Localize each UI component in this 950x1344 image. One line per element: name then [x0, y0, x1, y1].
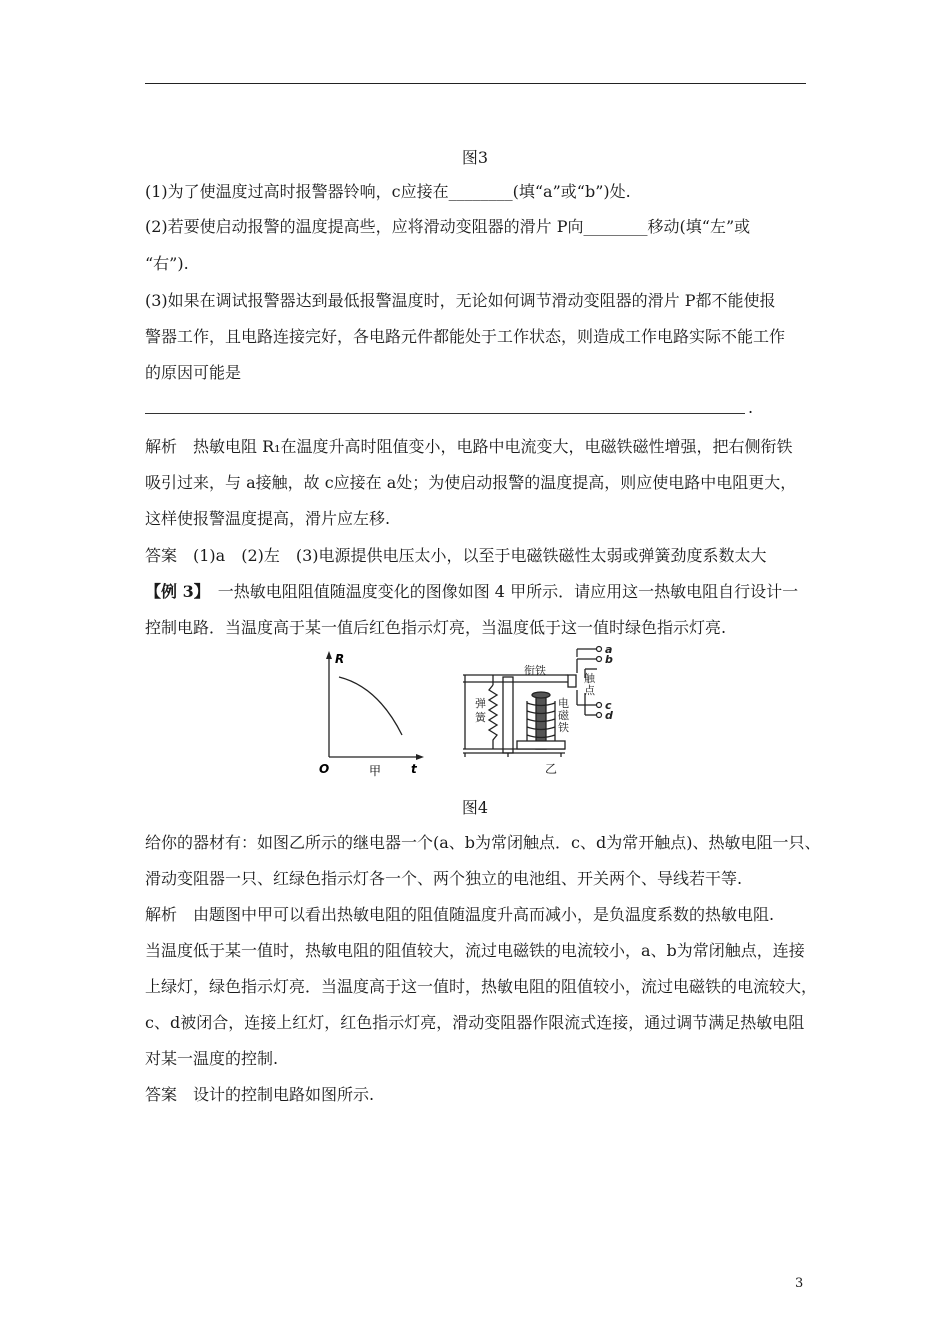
question-2-line-1: (2)若要使启动报警的温度提高些，应将滑动变阻器的滑片 P向________移动(填“左”或 [145, 217, 751, 236]
question-3-line-2: 警器工作，且电路连接完好，各电路元件都能处于工作状态，则造成工作电路实际不能工作 [145, 327, 786, 346]
figure-4-caption: 图4 [461, 798, 489, 817]
answer-2: 答案 设计的控制电路如图所示. [145, 1085, 375, 1104]
terminal-d-label: d [605, 709, 613, 722]
analysis-2-line-4: c、d被闭合，连接上红灯，红色指示灯亮，滑动变阻器作限流式连接，通过调节满足热敏电阻 [145, 1013, 805, 1032]
example-3-line-2: 控制电路．当温度高于某一值后红色指示灯亮，当温度低于这一值时绿色指示灯亮. [145, 618, 727, 637]
analysis-1-line-1: 解析 热敏电阻 R₁在温度升高时阻值变小，电路中电流变大，电磁铁磁性增强，把右侧衔铁 [145, 437, 793, 456]
label-spring-char-1: 弹 [475, 697, 486, 710]
terminal-a-label: a [605, 645, 613, 656]
answer-blank-period: . [748, 398, 754, 417]
equipment-line-2: 滑动变阻器一只、红绿色指示灯各一个、两个独立的电池组、开关两个、导线若干等. [145, 869, 743, 888]
terminal-a-point [597, 647, 602, 652]
graph-x-label: t [411, 762, 417, 776]
resistance-curve [339, 677, 402, 735]
graph-r-vs-t [319, 651, 424, 778]
question-2-line-2: “右”). [145, 254, 189, 273]
question-3-line-1: (3)如果在调试报警器达到最低报警温度时，无论如何调节滑动变阻器的滑片 P都不能使报 [145, 291, 776, 310]
figure-3-caption: 图3 [461, 148, 489, 167]
label-armature: 衔铁 [524, 664, 546, 677]
page-number: 3 [795, 1276, 804, 1291]
analysis-2-line-2: 当温度低于某一值时，热敏电阻的阻值较大，流过电磁铁的电流较小，a、b为常闭触点，连接 [145, 941, 805, 960]
example-3-tag: 【例 3】 [145, 582, 202, 601]
label-spring-char-2: 簧 [475, 711, 486, 724]
graph-y-label: R [335, 652, 345, 666]
answer-blank-line [145, 413, 745, 414]
label-electromagnet-char-1: 电 [558, 697, 569, 710]
relay-caption: 乙 [545, 762, 558, 776]
analysis-1-line-2: 吸引过来，与 a接触，故 c应接在 a处；为使启动报警的温度提高，则应使电路中电阻更大， [145, 473, 797, 492]
graph-origin: O [319, 762, 330, 776]
analysis-2-line-5: 对某一温度的控制. [145, 1049, 279, 1068]
analysis-2-line-1: 解析 由题图中甲可以看出热敏电阻的阻值随温度升高而减小，是负温度系数的热敏电阻. [145, 905, 775, 924]
question-1: (1)为了使温度过高时报警器铃响，c应接在________(填“a”或“b”)处. [145, 182, 631, 201]
example-3-text: 一热敏电阻阻值随温度变化的图像如图 4 甲所示．请应用这一热敏电阻自行设计一 [201, 582, 799, 601]
analysis-1-line-3: 这样使报警温度提高，滑片应左移. [145, 509, 391, 528]
analysis-2-line-3: 上绿灯，绿色指示灯亮．当温度高于这一值时，热敏电阻的阻值较小，流过电磁铁的电流较大， [145, 977, 818, 996]
terminal-c-label: c [605, 699, 612, 712]
terminal-b-label: b [605, 653, 613, 666]
terminal-d-point [597, 713, 602, 718]
answer-1: 答案 (1)a (2)左 (3)电源提供电压太小，以至于电磁铁磁性太弱或弹簧劲度系数太大 [145, 546, 767, 565]
label-electromagnet-char-2: 磁 [558, 709, 569, 722]
example-3-line-1 [145, 582, 798, 602]
label-contacts-char-2: 点 [584, 684, 595, 697]
graph-caption: 甲 [369, 764, 382, 778]
question-3-line-3: 的原因可能是 [145, 363, 242, 382]
terminal-c-point [597, 703, 602, 708]
equipment-line-1: 给你的器材有：如图乙所示的继电器一个(a、b为常闭触点．c、d为常开触点)、热敏电阻一只、 [145, 833, 821, 852]
label-electromagnet-char-3: 铁 [558, 721, 569, 734]
label-contacts-char-1: 触 [584, 672, 595, 685]
header-rule [145, 83, 806, 84]
figure-4 [315, 645, 645, 780]
terminal-b-point [597, 657, 602, 662]
